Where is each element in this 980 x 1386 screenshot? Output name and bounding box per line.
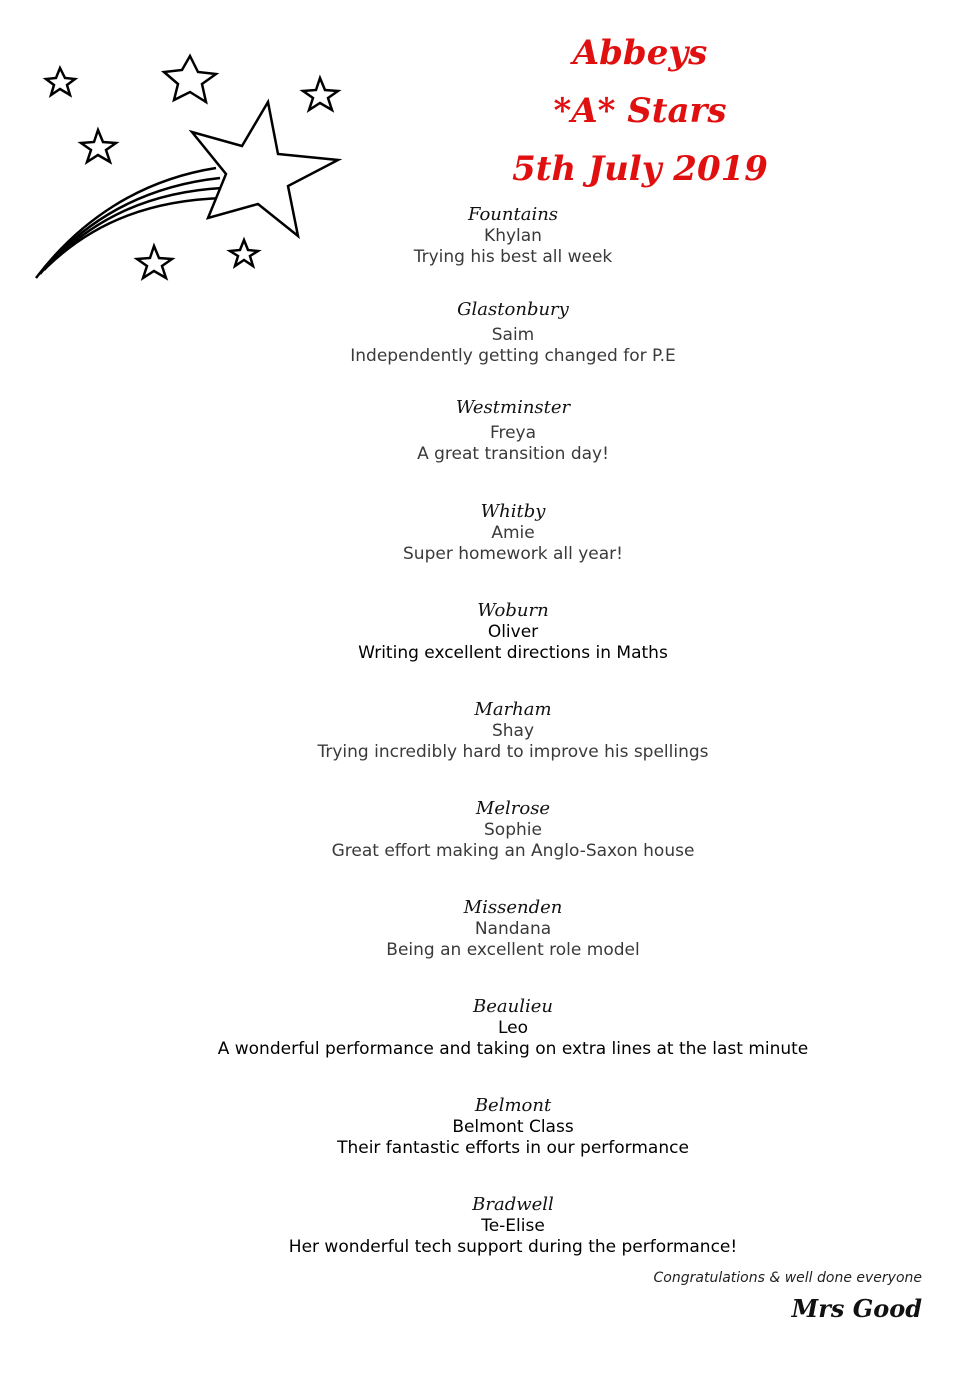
award-reason: A wonderful performance and taking on extra lines at the last minute	[217, 1039, 809, 1059]
pupil-name: Amie	[491, 523, 535, 543]
award-entry	[0, 897, 980, 961]
pupil-name: Sophie	[484, 820, 542, 840]
award-reason: Trying incredibly hard to improve his spellings	[317, 742, 709, 762]
award-reason: A great transition day!	[417, 444, 609, 464]
pupil-name: Freya	[489, 423, 537, 443]
award-entry	[0, 996, 980, 1060]
award-entry	[0, 204, 980, 268]
pupil-name: Belmont Class	[452, 1117, 574, 1137]
pupil-name: Leo	[497, 1018, 529, 1038]
pupil-name: Shay	[491, 721, 535, 741]
award-entry	[0, 1194, 980, 1258]
house-name: Westminster	[455, 397, 571, 418]
award-entry	[0, 798, 980, 862]
page-title	[460, 24, 820, 198]
house-name: Missenden	[463, 897, 563, 918]
award-entry	[0, 699, 980, 763]
award-entry	[0, 1095, 980, 1159]
house-name: Woburn	[477, 600, 549, 621]
pupil-name: Khylan	[484, 226, 542, 246]
title-line-2: *A* Stars	[553, 91, 727, 131]
award-reason: Writing excellent directions in Maths	[358, 643, 668, 663]
award-reason: Independently getting changed for P.E	[350, 346, 676, 366]
award-reason: Super homework all year!	[403, 544, 623, 564]
house-name: Glastonbury	[457, 299, 569, 320]
award-reason: Trying his best all week	[413, 247, 613, 267]
house-name: Bradwell	[472, 1194, 554, 1215]
house-name: Fountains	[467, 204, 559, 225]
award-entry	[0, 397, 980, 465]
house-name: Whitby	[480, 501, 546, 522]
award-reason: Their fantastic efforts in our performance	[337, 1138, 689, 1158]
award-entry	[0, 501, 980, 565]
award-entry	[0, 299, 980, 367]
house-name: Melrose	[475, 798, 551, 819]
pupil-name: Te-Elise	[481, 1216, 545, 1236]
pupil-name: Saim	[491, 325, 535, 345]
title-line-3: 5th July 2019	[512, 149, 768, 189]
pupil-name: Nandana	[474, 919, 552, 939]
house-name: Beaulieu	[473, 996, 553, 1017]
award-entry	[0, 600, 980, 664]
footer-note: Congratulations & well done everyone	[653, 1270, 922, 1286]
award-reason: Being an excellent role model	[386, 940, 640, 960]
pupil-name: Oliver	[487, 622, 539, 642]
signature: Mrs Good	[791, 1294, 922, 1323]
title-line-1: Abbeys	[572, 33, 708, 73]
house-name: Marham	[474, 699, 552, 720]
house-name: Belmont	[474, 1095, 552, 1116]
award-reason: Her wonderful tech support during the performance!	[288, 1237, 738, 1257]
award-reason: Great effort making an Anglo-Saxon house	[331, 841, 695, 861]
